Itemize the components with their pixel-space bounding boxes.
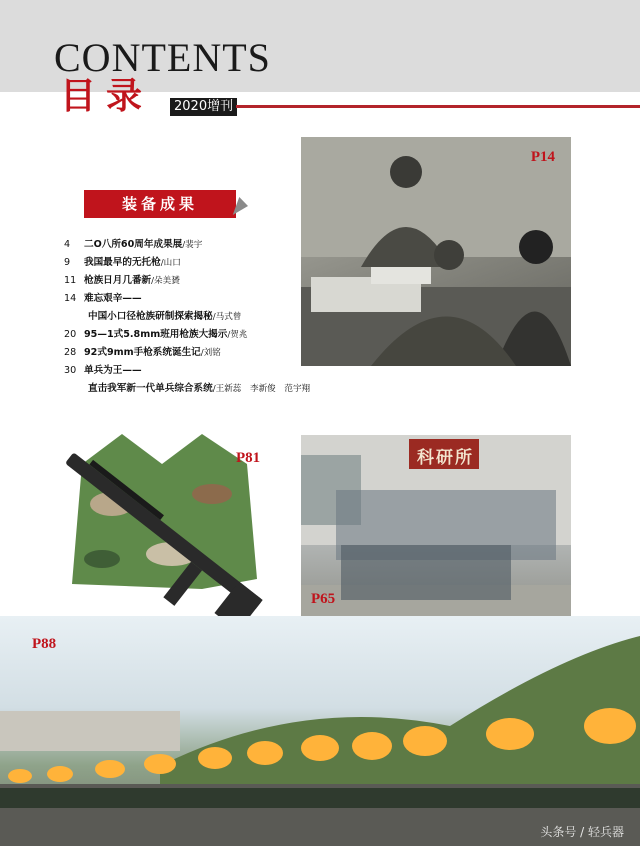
toc-page: 30 [64, 365, 77, 376]
toc-author: /贺兆 [227, 330, 248, 340]
photo-p65[interactable] [301, 435, 571, 620]
distant-buildings [0, 711, 180, 751]
person-head [434, 240, 464, 270]
watermark: 头条号 / 轻兵器 [540, 825, 624, 839]
toc-title: 难忘艰辛—— [84, 293, 142, 304]
toc-author: /朵美贇 [151, 276, 180, 286]
toc-title: 二O八所60周年成果展 [84, 239, 183, 250]
photo-p88-scene [0, 616, 640, 846]
toc-page: 11 [64, 275, 77, 286]
toc-title: 我国最早的无托枪 [84, 257, 161, 268]
photo-label-p81: P81 [236, 450, 261, 466]
camouflage-pattern [192, 484, 232, 504]
page-title: 目录 [60, 75, 153, 117]
contents-heading: CONTENTS [54, 35, 271, 80]
toc-title: 直击我军新一代单兵综合系统 [88, 383, 213, 394]
toc-page: 28 [64, 347, 77, 358]
toc-author: /山口 [160, 258, 181, 268]
toc-title: 中国小口径枪族研制探索揭秘 [88, 311, 213, 322]
issue-badge: 2020增刊 [170, 98, 237, 116]
toc-author: /王新蕊 李新俊 范宇翔 [212, 384, 311, 394]
toc-author: /马式曾 [212, 312, 242, 322]
section-banner: 装备成果 [84, 190, 236, 218]
photo-p88[interactable] [0, 616, 640, 846]
building-sign-text: 科研所 [417, 448, 474, 468]
toc-title: 92式9mm手枪系统诞生记 [84, 347, 201, 358]
camouflage-pattern [84, 550, 120, 568]
toc-entry[interactable] [64, 380, 364, 398]
photo-p14-scene [301, 137, 571, 366]
photo-label-p88: P88 [32, 636, 57, 652]
toc-author: /刘铭 [200, 348, 221, 358]
toc-page: 14 [64, 293, 77, 304]
toc-page: 4 [64, 239, 71, 250]
group-seated [341, 545, 511, 600]
toc-author: /裴宇 [182, 240, 203, 250]
toc-title: 枪族日月几番新 [84, 275, 152, 286]
toc-title: 95—1式5.8mm班用枪族大揭示 [84, 329, 228, 340]
tree-line [160, 636, 640, 796]
photo-label-p65: P65 [311, 591, 336, 607]
photo-p14[interactable] [301, 137, 571, 366]
gun-line [0, 788, 640, 808]
person-head [390, 156, 422, 188]
toc-page: 9 [64, 257, 71, 268]
toc-page: 20 [64, 329, 77, 340]
person-head [519, 230, 553, 264]
photo-label-p14: P14 [530, 149, 555, 165]
toc-title: 单兵为王—— [84, 365, 142, 376]
title-rule [236, 105, 640, 108]
